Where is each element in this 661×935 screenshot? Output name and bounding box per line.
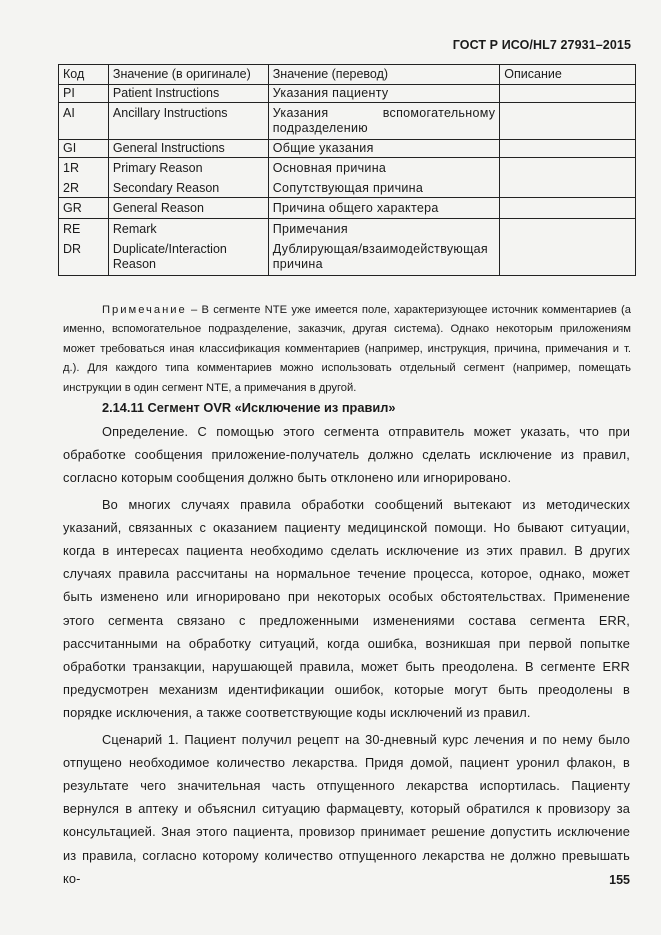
translation-cell: Сопутствующая причина <box>268 177 500 198</box>
col-header-original: Значение (в оригинале) <box>108 65 268 85</box>
code-cell: 2R <box>59 177 109 198</box>
code-cell: 1R <box>59 158 109 178</box>
description-cell <box>500 140 636 158</box>
original-cell: Primary Reason <box>108 158 268 178</box>
table-note <box>63 301 631 398</box>
original-cell: Ancillary Instructions <box>108 103 268 140</box>
table-row <box>59 158 636 178</box>
description-cell <box>500 103 636 140</box>
translation-cell: Указания вспомогательному подразделению <box>268 103 500 140</box>
paragraph: Во многих случаях правила обработки сообщений вытекают из методических указаний, связанных с оказанием пациенту медицинской помощи. Но бывают ситуации, когда в интересах пациента необходимо сделать исключение из этих правил. В других случаях правила рассчитаны на нормальное течение процесса, которое, однако, может быть изменено или игнорировано при некоторых особых обстоятельствах. Применение этого сегмента связано с предложенными изменениями состава сегмента ERR, рассчитанными на обработку ситуаций, когда ошибка, возникшая при первой попытке обработки транзакции, нарушающей правила, может быть преодолена. В сегменте ERR предусмотрен механизм идентификации ошибок, которые могут быть преодолены в порядке исключения, а также соответствующие коды исключений из правил. <box>63 496 630 721</box>
document-header: ГОСТ Р ИСО/HL7 27931–2015 <box>452 38 631 52</box>
note-text: – В сегменте NTE уже имеется поле, характеризующее источник комментариев (а именно, вспомогательное подразделение, заказчик, другая система). Однако некоторым приложениям может требоваться иная классификация комментариев (например, инструкция, причина, примечания и т. д.). Для каждого типа комментариев можно использовать отдельный сегмент (например, помещать инструкции в один сегмент NTE, а примечания в другой. <box>63 304 631 394</box>
code-cell: DR <box>59 238 109 276</box>
original-cell: Duplicate/Interaction Reason <box>108 238 268 276</box>
original-cell: General Instructions <box>108 140 268 158</box>
translation-cell: Общие указания <box>268 140 500 158</box>
description-cell <box>500 219 636 239</box>
table-row <box>59 177 636 198</box>
code-cell: PI <box>59 85 109 103</box>
table-row <box>59 103 636 140</box>
paragraph: Определение. С помощью этого сегмента отправитель может указать, что при обработке сообщения приложение-получатель должно сделать исключение из правил, согласно которым сообщения должно быть отклонено или игнорировано. <box>63 424 630 486</box>
table-row <box>59 198 636 219</box>
note-label: Примечание <box>102 304 187 316</box>
description-cell <box>500 177 636 198</box>
description-cell <box>500 238 636 276</box>
paragraph: Сценарий 1. Пациент получил рецепт на 30-дневный курс лечения и по нему было отпущено необходимое количество лекарства. Придя домой, пациент уронил флакон, в результате чего значительная часть отпущенного лекарства испортилась. Пациенту вернулся в аптеку и объяснил ситуацию фармацевту, который обратился к провизору за консультацией. Зная этого пациента, провизор принимает решение допустить исключение из правила, согласно которому количество отпущенного лекарства не должно превышать ко- <box>63 731 630 886</box>
code-cell: GI <box>59 140 109 158</box>
original-cell: Remark <box>108 219 268 239</box>
code-cell: RE <box>59 219 109 239</box>
table-row <box>59 238 636 276</box>
table-row <box>59 219 636 239</box>
original-cell: General Reason <box>108 198 268 219</box>
page-number: 155 <box>609 873 630 887</box>
table-header-row <box>59 65 636 85</box>
body-text <box>63 420 630 890</box>
original-cell: Secondary Reason <box>108 177 268 198</box>
table-row <box>59 140 636 158</box>
description-cell <box>500 85 636 103</box>
description-cell <box>500 198 636 219</box>
col-header-code: Код <box>59 65 109 85</box>
original-cell: Patient Instructions <box>108 85 268 103</box>
code-cell: AI <box>59 103 109 140</box>
col-header-translation: Значение (перевод) <box>268 65 500 85</box>
section-heading: 2.14.11 Сегмент OVR «Исключение из правил» <box>102 400 396 415</box>
codes-table <box>58 64 636 276</box>
translation-cell: Указания пациенту <box>268 85 500 103</box>
translation-cell: Причина общего характера <box>268 198 500 219</box>
code-cell: GR <box>59 198 109 219</box>
translation-cell: Основная причина <box>268 158 500 178</box>
description-cell <box>500 158 636 178</box>
table-row <box>59 85 636 103</box>
translation-cell: Дублирующая/взаимодействующая причина <box>268 238 500 276</box>
translation-cell: Примечания <box>268 219 500 239</box>
col-header-description: Описание <box>500 65 636 85</box>
